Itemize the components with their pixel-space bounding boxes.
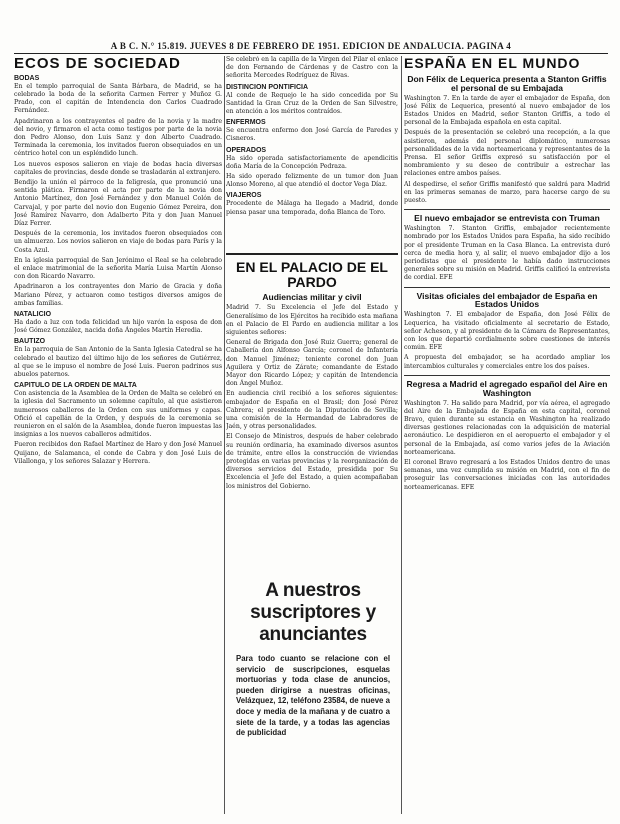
notice-title: A nuestros suscriptores y anunciantes bbox=[250, 580, 376, 645]
spain-in-world-column bbox=[404, 56, 610, 814]
paragraph: Procedente de Málaga ha llegado a Madrid, donde piensa pasar una temporada, doña Blanca de Toro. bbox=[226, 200, 398, 216]
section-label: BODAS bbox=[14, 74, 40, 82]
column-divider bbox=[224, 56, 225, 814]
paragraph: Al despedirse, el señor Griffis manifestó que saldrá para Madrid en las primeras semanas de marzo, para hacerse cargo de su puesto. bbox=[404, 180, 610, 204]
paragraph: Fueron recibidos don Rafael Martínez de Haro y don José Manuel Quijano, de Salamanca, el conde de Cabra y don José Luis de Vilallonga, y los señores Salazar y Herrera. bbox=[14, 441, 222, 465]
divider bbox=[404, 375, 610, 376]
divider bbox=[404, 287, 610, 288]
paragraph: En audiencia civil recibió a los señores siguientes: embajador de España en el Brasil; don José Pérez Cabrera; el presidente de la Diputación de Sevilla; una comisión de la Hermandad de Labradores de Jaén, y otras personalidades. bbox=[226, 390, 398, 431]
page-header: A B C. N.° 15.819. JUEVES 8 DE FEBRERO DE 1951. EDICION DE ANDALUCIA. PAGINA 4 bbox=[14, 41, 608, 54]
section-label: OPERADOS bbox=[226, 146, 267, 154]
section-label: VIAJEROS bbox=[226, 192, 262, 200]
paragraph: Al conde de Requejo le ha sido concedida por Su Santidad la Gran Cruz de la Orden de San Silvestre, en atención a los méritos contraídos. bbox=[226, 91, 398, 116]
section-label: NATALICIO bbox=[14, 311, 52, 319]
article-headline: Visitas oficiales del embajador de España en Estados Unidos bbox=[416, 290, 598, 310]
paragraph: En la iglesia parroquial de San Jerónimo el Real se ha celebrado el enlace matrimonial de la señorita María Luisa Martín Alonso con don Ricardo Navarro. bbox=[14, 256, 222, 281]
paragraph: Ha dado a luz con toda felicidad un hijo varón la esposa de don José Gómez González, nacida doña Ángeles Martín Heredia. bbox=[14, 319, 222, 335]
paragraph: Los nuevos esposos salieron en viaje de bodas hacia diversas capitales de provincias, desde donde se trasladarán al extranjero. bbox=[14, 160, 222, 176]
paragraph: General de Brigada don José Ruiz Guerra; general de Caballería don Alfonso García; coronel de Infantería don Manuel Jiménez; teniente coronel don Juan Aguilera y Ortiz de Zárate; comandante de Estado Mayor don Ricardo López; y capitán de Intendencia don Ángel Muñoz. bbox=[226, 339, 398, 388]
paragraph: El coronel Bravo regresará a los Estados Unidos dentro de unas semanas, una vez cumplida su misión en Madrid, con el fin de proseguir las conversaciones iniciadas con las autoridades norteamericanas. EFE bbox=[404, 459, 610, 491]
article-headline: El nuevo embajador se entrevista con Truman bbox=[414, 213, 600, 224]
paragraph: Se encuentra enfermo don José García de Paredes y Cisneros. bbox=[226, 127, 398, 143]
paragraph: Apadrinaron a los contrayentes el padre de la novia y la madre del novio, y firmaron el acta como testigos por parte de la novia don Pedro Alonso, don Luis Sanz y don Alberto Cuadrado. Terminada la ceremonia, los invitados fueron obsequiados en un céntrico hotel con un espléndido lunch. bbox=[14, 117, 222, 158]
divider bbox=[404, 209, 610, 210]
subscribers-notice bbox=[232, 568, 394, 812]
section-label: CAPITULO DE LA ORDEN DE MALTA bbox=[14, 382, 137, 390]
paragraph: Se celebró en la capilla de la Virgen del Pilar el enlace de don Fernando de Cárdenas y de Castro con la señorita Mercedes Rodríguez de Rivas. bbox=[226, 56, 398, 80]
paragraph: En el templo parroquial de Santa Bárbara, de Madrid, se ha celebrado la boda de la señorita Carmen Ferrer y Muñoz G. Prado, con el capitán de Intendencia don Carlos Cuadrado Fernández. bbox=[14, 82, 222, 115]
section-title: ECOS DE SOCIEDAD bbox=[14, 56, 181, 72]
paragraph: Ha sido operada satisfactoriamente de apendicitis doña María de la Concepción Pedraza. bbox=[226, 154, 398, 170]
paragraph: Después de la ceremonia, los invitados fueron obsequiados con un almuerzo. Los novios salieron en viaje de bodas para París y la Costa Azul. bbox=[14, 230, 222, 254]
el-pardo-article bbox=[226, 248, 398, 566]
paragraph: Después de la presentación se celebró una recepción, a la que asistieron, además del personal diplomático, numerosas personalidades de la vida norteamericana y representantes de la Prensa. El señor Griffis expresó su satisfacción por el nombramiento y su deseo de contribuir a estrechar las relaciones entre ambos países. bbox=[404, 129, 610, 178]
divider bbox=[226, 253, 398, 255]
section-label: ENFERMOS bbox=[226, 119, 266, 127]
paragraph: Apadrinaron a los contrayentes don Mario de Gracia y doña Mariano Pérez, y actuaron como testigos diversos amigos de ambas familias. bbox=[14, 283, 222, 307]
society-column bbox=[14, 56, 222, 814]
section-label: DISTINCION PONTIFICIA bbox=[226, 83, 309, 91]
paragraph: Con asistencia de la Asamblea de la Orden de Malta se celebró en la iglesia del Sacramento un solemne capítulo, al que asistieron numerosos caballeros de la Orden con sus uniformes y capas. Ofició el capellán de la Orden, y después de la ceremonia se reunieron en el salón de la Asamblea, donde fueron impuestas las insignias a los nuevos caballeros admitidos. bbox=[14, 390, 222, 439]
paragraph: El Consejo de Ministros, después de haber celebrado su reunión ordinaria, ha examinado diversos asuntos de trámite, entre ellos la construcción de viviendas protegidas en varias provincias y la reorganización de diversos servicios del Estado, presidida por Su Excelencia el Jefe del Estado, a quien acompañaban los ministros del Gobierno. bbox=[226, 433, 398, 490]
paragraph: Washington 7. El embajador de España, don José Félix de Lequerica, ha visitado oficialmente al secretario de Estado, señor Acheson, y al presidente de la Cámara de Representantes, con los que departió cordialmente sobre cuestiones de interés común. EFE bbox=[404, 311, 610, 352]
article-headline: Don Félix de Lequerica presenta a Stanton Griffis el personal de su Embajada bbox=[407, 73, 607, 93]
paragraph: Madrid 7. Su Excelencia el Jefe del Estado y Generalísimo de los Ejércitos ha recibido esta mañana en el Palacio de El Pardo en audiencia militar a los siguientes señores: bbox=[226, 304, 398, 336]
paragraph: Washington 7. Stanton Griffis, embajador recientemente nombrado por los Estados Unidos para España, ha sido recibido por el presidente Truman en la Casa Blanca. La entrevista duró cerca de media hora y, al salir, el nuevo embajador dijo a los periodistas que el presidente le había dado instrucciones generales sobre su misión en Madrid. Griffis calificó la entrevista de cordial. EFE bbox=[404, 225, 610, 282]
column-divider bbox=[401, 56, 402, 814]
section-label: BAUTIZO bbox=[14, 338, 46, 346]
paragraph: Washington 7. En la tarde de ayer el embajador de España, don José Félix de Lequerica, presentó al nuevo embajador de los Estados Unidos en Madrid, señor Stanton Griffis, a todo el personal de la Embajada española en esta capital. bbox=[404, 94, 610, 127]
article-headline: EN EL PALACIO DE EL PARDO bbox=[236, 259, 388, 290]
paragraph: Washington 7. Ha salido para Madrid, por vía aérea, el agregado del Aire de la Embajada de España en esta capital, coronel Bravo, quien durante su estancia en Washington ha realizado diversas gestiones relacionadas con la adquisición de material aeronáutico. Le despidieron en el aeropuerto el embajador y el personal de la Embajada, así como varios jefes de la Aviación norteamericana. bbox=[404, 399, 610, 456]
paragraph: En la parroquia de San Antonio de la Santa Iglesia Catedral se ha celebrado el bautizo del último hijo de los señores de Gutiérrez, al que se le impuso el nombre de José Luis. Fueron padrinos sus abuelos paternos. bbox=[14, 346, 222, 379]
paragraph: Ha sido operado felizmente de un tumor don Juan Alonso Moreno, al que atendió el doctor Vega Díaz. bbox=[226, 173, 398, 189]
paragraph: Bendijo la unión el párroco de la feligresía, que pronunció una sentida plática. Firmaron el acta por parte de la novia don Antonio Martínez, don José Fernández y don Manuel Colón de Carvajal, y por parte del novio don Eugenio Gómez Pereira, don José Ramírez Navarro, don Adalberto Pita y don Juan Manuel Díaz Ferrer. bbox=[14, 178, 222, 227]
article-subheadline: Audiencias militar y civil bbox=[262, 292, 362, 303]
notice-text: Para todo cuanto se relacione con el servicio de suscripciones, esquelas mortuorias y toda clase de anuncios, pueden dirigirse a nuestras oficinas, Velázquez, 12, teléfono 23584, de nueve a doce y media de la mañana y de cuatro a siete de la tarde, y a todas las agencias de publicidad bbox=[236, 654, 390, 738]
paragraph: A propuesta del embajador, se ha acordado ampliar los intercambios culturales y comerciales entre los dos países. bbox=[404, 354, 610, 370]
article-headline: Regresa a Madrid el agregado español del Aire en Washington bbox=[406, 378, 608, 398]
section-title: ESPAÑA EN EL MUNDO bbox=[404, 56, 581, 71]
